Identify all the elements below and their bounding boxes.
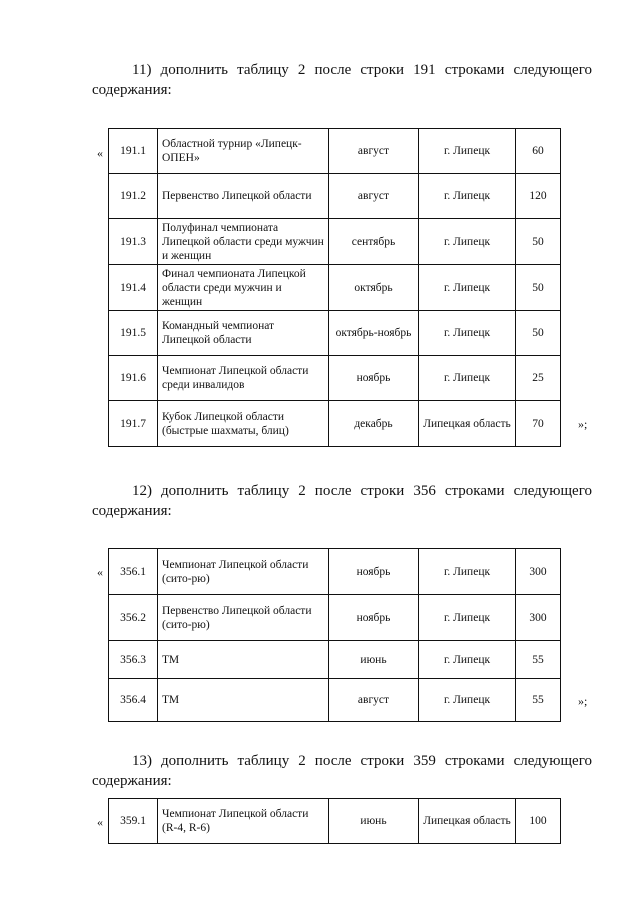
event-name: Первенство Липецкой области (158, 174, 329, 219)
event-month: ноябрь (329, 595, 419, 641)
table-section-13 (108, 798, 561, 844)
event-name: Полуфинал чемпионата Липецкой области среди мужчин и женщин (158, 219, 329, 265)
paragraph-13 (92, 751, 592, 791)
table-row (109, 799, 561, 844)
row-number: 356.1 (109, 549, 158, 595)
participant-count: 300 (516, 549, 561, 595)
participant-count: 55 (516, 679, 561, 722)
event-name: Первенство Липецкой области (сито-рю) (158, 595, 329, 641)
participant-count: 55 (516, 641, 561, 679)
event-place: Липецкая область (419, 799, 516, 844)
row-number: 191.4 (109, 265, 158, 311)
open-quote: « (97, 565, 103, 579)
table-row (109, 219, 561, 265)
participant-count: 50 (516, 311, 561, 356)
row-number: 359.1 (109, 799, 158, 844)
event-month: декабрь (329, 401, 419, 447)
open-quote: « (97, 815, 103, 829)
paragraph-11 (92, 60, 592, 100)
event-month: июнь (329, 641, 419, 679)
row-number: 191.2 (109, 174, 158, 219)
paragraph-line: содержания: (92, 773, 172, 789)
paragraph-line: 11) дополнить таблицу 2 после строки 191 строками следующего (132, 62, 592, 78)
table-section-12 (108, 548, 561, 722)
event-month: октябрь (329, 265, 419, 311)
event-place: г. Липецк (419, 219, 516, 265)
event-month: октябрь-ноябрь (329, 311, 419, 356)
table-section-11 (108, 128, 561, 447)
participant-count: 70 (516, 401, 561, 447)
participant-count: 50 (516, 265, 561, 311)
event-name: Чемпионат Липецкой области (R-4, R-6) (158, 799, 329, 844)
event-name: ТМ (158, 679, 329, 722)
event-month: сентябрь (329, 219, 419, 265)
event-place: г. Липецк (419, 265, 516, 311)
row-number: 191.1 (109, 129, 158, 174)
table-row (109, 356, 561, 401)
participant-count: 50 (516, 219, 561, 265)
event-place: г. Липецк (419, 129, 516, 174)
table-row (109, 265, 561, 311)
close-quote: »; (578, 694, 588, 708)
row-number: 356.4 (109, 679, 158, 722)
event-place: Липецкая область (419, 401, 516, 447)
event-name: Чемпионат Липецкой области среди инвалидов (158, 356, 329, 401)
event-name: Чемпионат Липецкой области (сито-рю) (158, 549, 329, 595)
table-row (109, 129, 561, 174)
event-place: г. Липецк (419, 595, 516, 641)
table-row (109, 311, 561, 356)
participant-count: 100 (516, 799, 561, 844)
row-number: 191.5 (109, 311, 158, 356)
table-row (109, 401, 561, 447)
event-name: ТМ (158, 641, 329, 679)
participant-count: 25 (516, 356, 561, 401)
participant-count: 60 (516, 129, 561, 174)
table-row (109, 641, 561, 679)
participant-count: 300 (516, 595, 561, 641)
participant-count: 120 (516, 174, 561, 219)
row-number: 356.3 (109, 641, 158, 679)
event-name: Финал чемпионата Липецкой области среди мужчин и женщин (158, 265, 329, 311)
row-number: 356.2 (109, 595, 158, 641)
event-month: август (329, 174, 419, 219)
event-name: Областной турнир «Липецк-ОПЕН» (158, 129, 329, 174)
row-number: 191.7 (109, 401, 158, 447)
event-name: Кубок Липецкой области (быстрые шахматы, блиц) (158, 401, 329, 447)
event-place: г. Липецк (419, 679, 516, 722)
paragraph-line: 13) дополнить таблицу 2 после строки 359 строками следующего (132, 753, 592, 769)
open-quote: « (97, 146, 103, 160)
event-place: г. Липецк (419, 174, 516, 219)
event-month: июнь (329, 799, 419, 844)
paragraph-12 (92, 481, 592, 521)
table-row (109, 174, 561, 219)
event-month: август (329, 679, 419, 722)
table-row (109, 549, 561, 595)
event-place: г. Липецк (419, 549, 516, 595)
event-month: август (329, 129, 419, 174)
event-place: г. Липецк (419, 356, 516, 401)
paragraph-line: содержания: (92, 503, 172, 519)
event-name: Командный чемпионат Липецкой области (158, 311, 329, 356)
event-place: г. Липецк (419, 311, 516, 356)
event-place: г. Липецк (419, 641, 516, 679)
table-row (109, 679, 561, 722)
paragraph-line: содержания: (92, 82, 172, 98)
table-row (109, 595, 561, 641)
row-number: 191.6 (109, 356, 158, 401)
row-number: 191.3 (109, 219, 158, 265)
close-quote: »; (578, 417, 588, 431)
event-month: ноябрь (329, 356, 419, 401)
paragraph-line: 12) дополнить таблицу 2 после строки 356 строками следующего (132, 483, 592, 499)
event-month: ноябрь (329, 549, 419, 595)
